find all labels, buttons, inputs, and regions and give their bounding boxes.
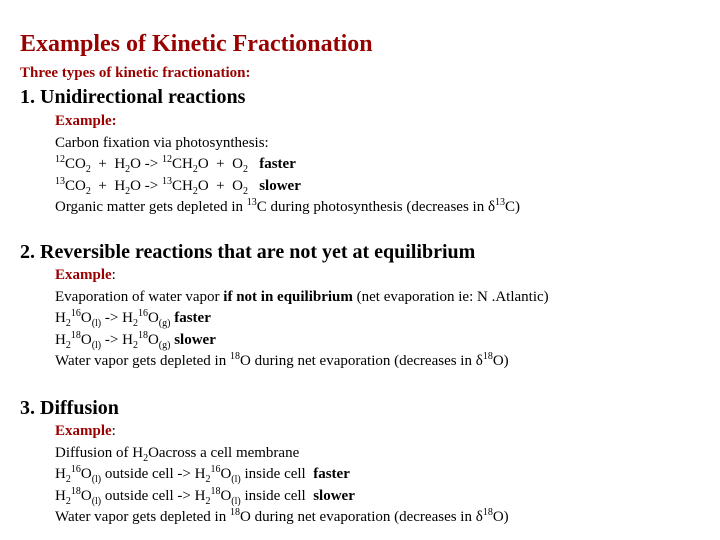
summary-text: Water vapor gets depleted in $^{18}$O during net evaporation (decreases in $\delta^{18}O$) — [55, 507, 509, 525]
intro-text: Diffusion of $H_2Oacross$ a cell membrane — [55, 444, 300, 464]
reaction-line: $H_2^{16}O_{(l)}$ outside cell -> $H_2^{16}O_{(l)}$ inside cell faster — [55, 464, 350, 485]
section-2-body — [55, 265, 549, 373]
reaction-line: $H_2^{16}O_{(l)} -> H_2^{16}O_{(g)}$ faster — [55, 308, 211, 329]
section-1-heading: 1. Unidirectional reactions — [20, 86, 246, 108]
intro-text: Carbon fixation via photosynthesis: — [55, 134, 269, 151]
summary-text: Water vapor gets depleted in $^{18}$O during net evaporation (decreases in $\delta^{18}O$) — [55, 351, 509, 369]
section-2-heading: 2. Reversible reactions that are not yet at equilibrium — [20, 241, 476, 263]
reaction-line: $H_2^{18}O_{(l)}$ outside cell -> $H_2^{18}O_{(l)}$ inside cell slower — [55, 485, 355, 507]
reaction-line: $^{12}CO_2 + H_2O -> ^{12}CH_2O + O_2$ faster — [55, 154, 296, 175]
reaction-line: $H_2^{18}O_{(l)} -> H_2^{18}O_{(g)}$ slower — [55, 329, 216, 351]
page-title: Examples of Kinetic Fractionation — [20, 31, 373, 57]
section-3-body — [55, 421, 509, 529]
summary-text: Organic matter gets depleted in $^{13}$C during photosynthesis (decreases in $\delta^{13}C$) — [55, 197, 521, 215]
example-label-line: Example: — [55, 423, 116, 439]
example-label-line: Example: — [55, 267, 116, 283]
reaction-line: $^{13}CO_2 + H_2O -> ^{13}CH_2O + O_2$ slower — [55, 175, 301, 197]
section-1-body — [55, 111, 520, 219]
page-subtitle: Three types of kinetic fractionation: — [20, 65, 251, 81]
example-label: Example: — [55, 113, 117, 129]
intro-text: Evaporation of water vapor if not in equilibrium (net evaporation ie: N .Atlantic) — [55, 288, 549, 305]
section-3-heading: 3. Diffusion — [20, 397, 119, 419]
